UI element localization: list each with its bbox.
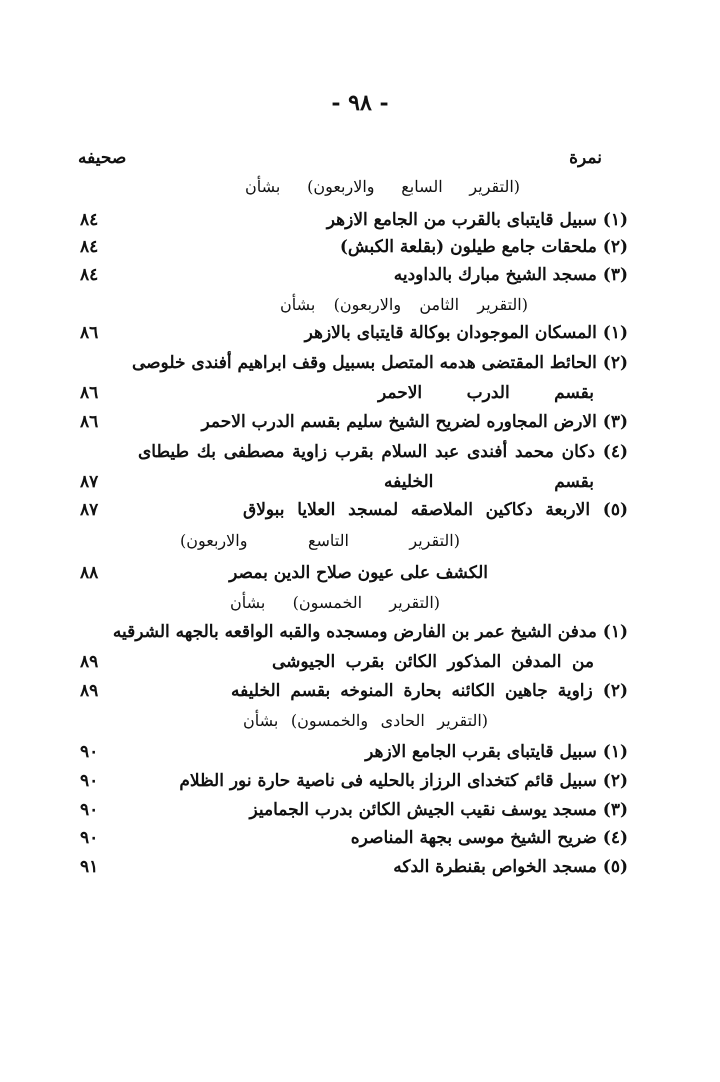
list-item	[80, 823, 628, 853]
entry-title: (٢) الحائط المقتضى هدمه المتصل بسبيل وقف ابراهيم أفندى خلوصى	[131, 353, 628, 373]
entry-title: (التقرير الثامن والاربعون) بشأن	[280, 295, 528, 314]
entry-title: الكشف على عيون صلاح الدين بمصر	[229, 563, 488, 583]
section-heading	[80, 172, 628, 202]
page-ref: ٩٠	[80, 800, 99, 820]
entry-title: (١) مدفن الشيخ عمر بن الفارض ومسجده والقبه الواقعه بالجهه الشرقيه	[112, 622, 628, 642]
page-ref: ٨٧	[80, 500, 99, 520]
page-ref: ٨٦	[80, 412, 99, 432]
page-ref: ٨٧	[80, 472, 99, 492]
list-item	[80, 676, 628, 706]
entry-title: بقسم الخليفه	[384, 472, 594, 492]
page-ref: ٨٤	[80, 265, 99, 285]
page-ref: ٨٨	[80, 563, 99, 583]
entry-title: بقسم الدرب الاحمر	[378, 383, 594, 403]
list-item	[80, 647, 628, 677]
section-heading	[80, 526, 628, 556]
list-item	[80, 467, 628, 497]
list-item	[80, 348, 628, 378]
section-heading	[80, 706, 628, 736]
list-item	[80, 495, 628, 525]
entry-title: (٣) مسجد يوسف نقيب الجيش الكائن بدرب الجماميز	[249, 800, 628, 820]
page-ref: ٨٦	[80, 323, 99, 343]
entry-title: (التقرير السابع والاربعون) بشأن	[245, 177, 520, 196]
list-item	[80, 378, 628, 408]
entry-title: (التقرير الحادى والخمسون) بشأن	[243, 711, 488, 730]
entry-title: (٤) ضريح الشيخ موسى بجهة المناصره	[350, 828, 628, 848]
list-item	[80, 318, 628, 348]
list-item	[80, 737, 628, 767]
entry-title: (التقرير التاسع والاربعون)	[180, 531, 460, 550]
list-item	[80, 558, 628, 588]
entry-title: (٤) دكان محمد أفندى عبد السلام بقرب زاوية مصطفى بك طيطاى	[138, 442, 628, 462]
page-ref: ٩١	[80, 857, 99, 877]
list-item	[80, 205, 628, 235]
entry-title: (٣) الارض المجاوره لضريح الشيخ سليم بقسم الدرب الاحمر	[201, 412, 628, 432]
page-column-header: صحيفه	[78, 148, 127, 168]
section-heading	[80, 290, 628, 320]
page-ref: ٨٤	[80, 237, 99, 257]
page-ref: ٨٦	[80, 383, 99, 403]
page-number: - ٩٨ -	[331, 90, 389, 116]
entry-title: من المدفن المذكور الكائن بقرب الجيوشى	[272, 652, 594, 672]
page-ref: ٨٤	[80, 210, 99, 230]
entry-title: (٢) زاوية جاهين الكائنه بحارة المنوخه بقسم الخليفه	[231, 681, 628, 701]
list-item	[80, 852, 628, 882]
list-item	[80, 766, 628, 796]
list-item	[80, 232, 628, 262]
entry-title: (٥) مسجد الخواص بقنطرة الدكه	[393, 857, 628, 877]
page-ref: ٨٩	[80, 681, 99, 701]
entry-title: (٢) سبيل قائم كتخداى الرزاز بالحليه فى ناصية حارة نور الظلام	[179, 771, 628, 791]
list-item	[80, 260, 628, 290]
entry-title: (١) سبيل قايتباى بالقرب من الجامع الازهر	[326, 210, 628, 230]
section-heading	[80, 588, 628, 618]
entry-title: (١) المسكان الموجودان بوكالة قايتباى بالازهر	[304, 323, 628, 343]
page-ref: ٩٠	[80, 771, 99, 791]
entry-title: (٣) مسجد الشيخ مبارك بالداوديه	[393, 265, 628, 285]
list-item	[80, 437, 628, 467]
list-item	[80, 617, 628, 647]
page-ref: ٨٩	[80, 652, 99, 672]
page-ref: ٩٠	[80, 742, 99, 762]
list-item	[80, 795, 628, 825]
entry-title: (٥) الاربعة دكاكين الملاصقه لمسجد العلايا ببولاق	[243, 500, 628, 520]
entry-title: (التقرير الخمسون) بشأن	[230, 593, 440, 612]
page-ref: ٩٠	[80, 828, 99, 848]
entry-title: (١) سبيل قايتباى بقرب الجامع الازهر	[365, 742, 628, 762]
entry-title: (٢) ملحقات جامع طيلون (بقلعة الكبش)	[339, 237, 628, 257]
number-column-header: نمرة	[569, 148, 602, 168]
list-item	[80, 407, 628, 437]
